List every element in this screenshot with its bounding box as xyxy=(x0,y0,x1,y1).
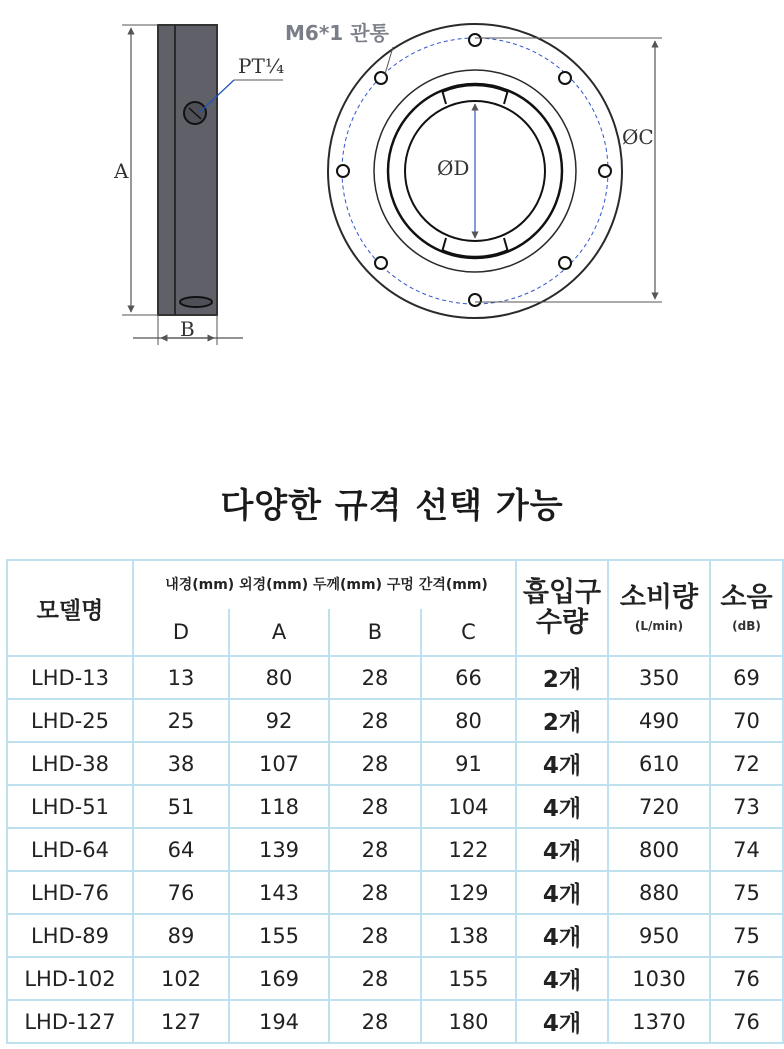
cell-model: LHD-89 xyxy=(7,914,133,957)
cell-b: 28 xyxy=(329,871,421,914)
header-c: C xyxy=(421,608,516,656)
dim-c-label: ØC xyxy=(622,125,654,149)
dim-d-label: ØD xyxy=(437,156,470,180)
cell-c: 138 xyxy=(421,914,516,957)
cell-c: 91 xyxy=(421,742,516,785)
cell-a: 92 xyxy=(229,699,329,742)
cell-c: 104 xyxy=(421,785,516,828)
cell-flow: 720 xyxy=(608,785,710,828)
header-model: 모델명 xyxy=(7,560,133,656)
cell-intake: 4개 xyxy=(516,871,608,914)
cell-intake: 4개 xyxy=(516,828,608,871)
cell-noise: 75 xyxy=(710,871,783,914)
cell-d: 51 xyxy=(133,785,229,828)
table-row xyxy=(7,656,783,699)
cell-d: 127 xyxy=(133,1000,229,1043)
cell-model: LHD-25 xyxy=(7,699,133,742)
cell-b: 28 xyxy=(329,828,421,871)
cell-flow: 490 xyxy=(608,699,710,742)
cell-c: 180 xyxy=(421,1000,516,1043)
header-intake-label: 흡입구 수량 xyxy=(522,577,602,638)
header-noise-unit: (dB) xyxy=(732,619,761,633)
cell-intake: 4개 xyxy=(516,914,608,957)
header-intake xyxy=(516,560,608,656)
cell-a: 80 xyxy=(229,656,329,699)
cell-flow: 950 xyxy=(608,914,710,957)
cell-a: 118 xyxy=(229,785,329,828)
cell-c: 66 xyxy=(421,656,516,699)
cell-noise: 70 xyxy=(710,699,783,742)
table-row xyxy=(7,914,783,957)
cell-noise: 69 xyxy=(710,656,783,699)
cell-a: 143 xyxy=(229,871,329,914)
cell-d: 38 xyxy=(133,742,229,785)
cell-b: 28 xyxy=(329,957,421,1000)
cell-intake: 4개 xyxy=(516,742,608,785)
cell-model: LHD-102 xyxy=(7,957,133,1000)
cell-model: LHD-13 xyxy=(7,656,133,699)
table-row xyxy=(7,1000,783,1043)
spec-table xyxy=(6,559,784,1044)
cell-d: 102 xyxy=(133,957,229,1000)
cell-d: 89 xyxy=(133,914,229,957)
header-flow-label: 소비량 xyxy=(619,582,699,613)
table-row xyxy=(7,871,783,914)
cell-a: 107 xyxy=(229,742,329,785)
front-view xyxy=(328,24,662,318)
cell-flow: 610 xyxy=(608,742,710,785)
header-flow-unit: (L/min) xyxy=(634,619,684,633)
cell-model: LHD-64 xyxy=(7,828,133,871)
cell-intake: 4개 xyxy=(516,1000,608,1043)
cell-noise: 76 xyxy=(710,1000,783,1043)
header-a: A xyxy=(229,608,329,656)
port-label: PT¼ xyxy=(238,54,285,78)
cell-d: 25 xyxy=(133,699,229,742)
cell-c: 80 xyxy=(421,699,516,742)
cell-a: 139 xyxy=(229,828,329,871)
cell-b: 28 xyxy=(329,785,421,828)
cell-noise: 76 xyxy=(710,957,783,1000)
cell-c: 155 xyxy=(421,957,516,1000)
cell-a: 194 xyxy=(229,1000,329,1043)
hole-label: M6*1 관통 xyxy=(285,21,389,45)
cell-a: 155 xyxy=(229,914,329,957)
cell-noise: 72 xyxy=(710,742,783,785)
cell-noise: 75 xyxy=(710,914,783,957)
cell-c: 129 xyxy=(421,871,516,914)
header-noise-label: 소음 xyxy=(720,582,773,613)
header-flow xyxy=(608,560,710,656)
cell-b: 28 xyxy=(329,914,421,957)
cell-b: 28 xyxy=(329,699,421,742)
cell-model: LHD-38 xyxy=(7,742,133,785)
dim-a-label: A xyxy=(114,159,129,183)
cell-noise: 74 xyxy=(710,828,783,871)
table-row xyxy=(7,699,783,742)
header-d: D xyxy=(133,608,229,656)
cell-intake: 2개 xyxy=(516,699,608,742)
cell-flow: 880 xyxy=(608,871,710,914)
cell-noise: 73 xyxy=(710,785,783,828)
cell-flow: 350 xyxy=(608,656,710,699)
cell-intake: 4개 xyxy=(516,957,608,1000)
cell-b: 28 xyxy=(329,1000,421,1043)
technical-drawing xyxy=(0,0,784,420)
header-b: B xyxy=(329,608,421,656)
cell-flow: 1370 xyxy=(608,1000,710,1043)
dim-b-label: B xyxy=(180,317,195,341)
cell-model: LHD-76 xyxy=(7,871,133,914)
header-dimension-desc: 내경(mm) 외경(mm) 두께(mm) 구멍 간격(mm) xyxy=(133,560,516,608)
cell-intake: 2개 xyxy=(516,656,608,699)
table-row xyxy=(7,785,783,828)
cell-model: LHD-51 xyxy=(7,785,133,828)
cell-flow: 1030 xyxy=(608,957,710,1000)
cell-model: LHD-127 xyxy=(7,1000,133,1043)
cell-d: 13 xyxy=(133,656,229,699)
table-row xyxy=(7,828,783,871)
page-title: 다양한 규격 선택 가능 xyxy=(220,486,564,526)
cell-d: 76 xyxy=(133,871,229,914)
cell-c: 122 xyxy=(421,828,516,871)
table-row xyxy=(7,742,783,785)
cell-b: 28 xyxy=(329,742,421,785)
table-row xyxy=(7,957,783,1000)
cell-d: 64 xyxy=(133,828,229,871)
cell-flow: 800 xyxy=(608,828,710,871)
cell-b: 28 xyxy=(329,656,421,699)
cell-intake: 4개 xyxy=(516,785,608,828)
header-noise xyxy=(710,560,783,656)
cell-a: 169 xyxy=(229,957,329,1000)
